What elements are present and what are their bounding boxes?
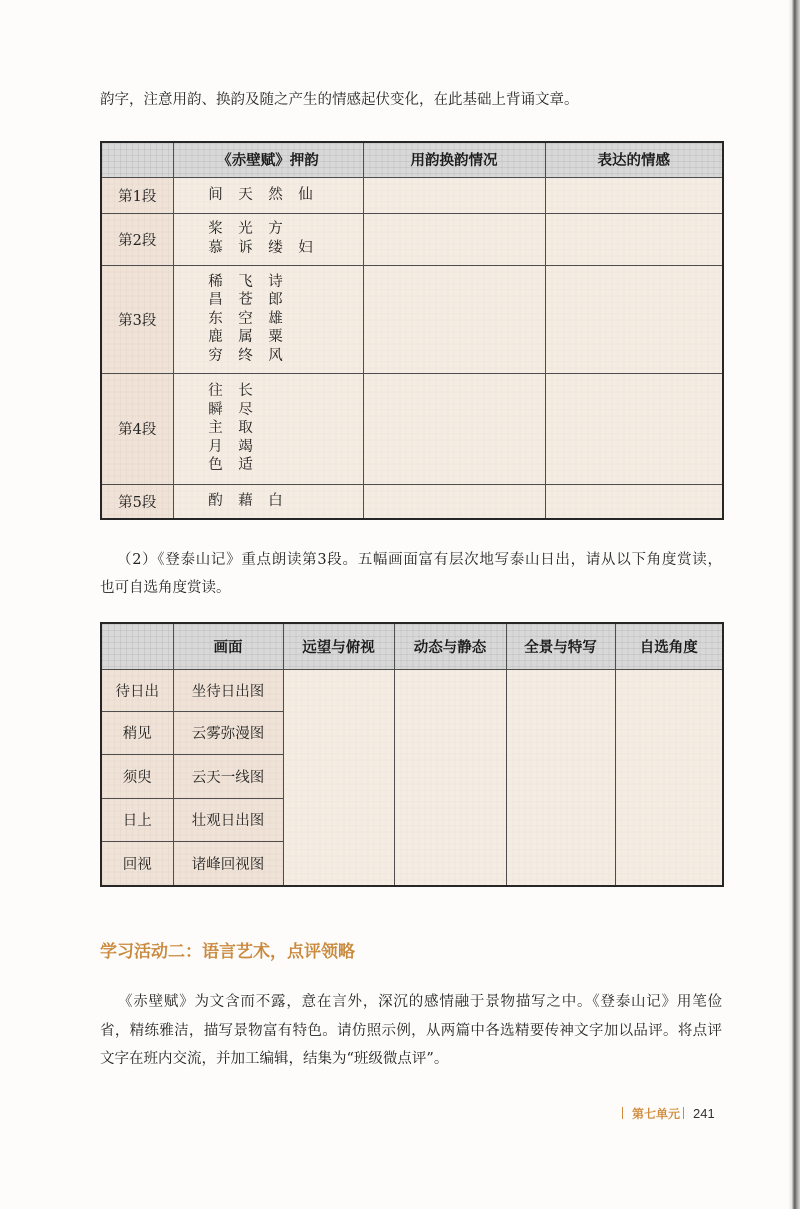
rhyme-line [201,291,363,310]
emotion-cell [545,213,723,265]
rhyme-line [201,456,363,475]
paragraph-label: 第1段 [101,177,173,213]
header-emotion: 表达的情感 [545,142,723,177]
scene-label: 云雾弥漫图 [173,711,283,754]
rhyme-char: 仙 [298,186,313,203]
rhyme-line [201,220,363,239]
rhyme-char: 桨 [208,221,223,238]
paragraph-line: 省，精练雅洁，描写景物富有特色。请仿照示例，从两篇中各选精要传神文字加以品评。将点评 [100,1022,722,1039]
section-heading: 学习活动二：语言艺术，点评领略 [100,942,355,962]
rhyme-char: 长 [238,383,253,400]
rhyme-line [201,273,363,292]
rhyme-words-cell [173,177,363,213]
rhyme-usage-cell [363,484,545,519]
table-row [101,484,723,519]
header-corner-cell [101,142,173,177]
stage-label: 日上 [101,798,173,841]
rhyme-usage-cell [363,177,545,213]
panorama-closeup-cell [506,669,615,886]
rhyme-line [201,401,363,420]
rhyme-usage-cell [363,213,545,265]
rhyme-char: 东 [208,310,223,327]
rhyme-char: 瞬 [208,401,223,418]
emotion-cell [545,265,723,373]
paragraph-line: 也可自选角度赏读。 [100,580,231,596]
scene-label: 诸峰回视图 [173,841,283,886]
rhyme-char: 缕 [268,240,283,256]
rhyme-char: 属 [238,329,253,346]
rhyme-line [201,328,363,347]
intro-paragraph [100,90,722,110]
paragraph-label: 第5段 [101,484,173,519]
stage-label: 待日出 [101,669,173,711]
rhyme-char: 尽 [238,401,253,418]
table-header-row [101,623,723,669]
rhyme-usage-cell [363,265,545,373]
scene-label: 坐待日出图 [173,669,283,711]
stage-label: 稍见 [101,711,173,754]
rhyme-char: 月 [208,438,223,455]
rhyme-char: 诗 [268,273,283,290]
rhyme-char: 取 [238,420,253,437]
paragraph-label: 第2段 [101,213,173,265]
rhyme-char: 鹿 [208,329,223,346]
header-far-near-view: 远望与俯视 [283,623,394,669]
rhyme-char: 白 [268,492,283,509]
rhyme-char: 适 [238,457,253,474]
header-rhyme-usage: 用韵换韵情况 [363,142,545,177]
paragraph-line: 《赤壁赋》为文含而不露，意在言外，深沉的感情融于景物描写之中。《登泰山记》用笔俭 [118,994,722,1010]
rhyme-line [201,239,363,258]
page-number: 241 [693,1105,715,1121]
rhyme-char: 竭 [238,438,253,455]
intro-line: 韵字，注意用韵、换韵及随之产生的情感起伏变化，在此基础上背诵文章。 [100,92,579,108]
header-rhyme-words: 《赤壁赋》押韵 [173,142,363,177]
rhyme-char: 间 [208,186,223,203]
rhyme-usage-cell [363,373,545,484]
rhyme-words-cell [173,213,363,265]
scan-edge-shadow [788,0,800,1209]
header-scene: 画面 [173,623,283,669]
rhyme-char: 粟 [268,329,283,346]
table-row [101,213,723,265]
rhyme-char: 慕 [208,240,223,256]
rhyme-char: 方 [268,221,283,238]
stage-label: 须臾 [101,754,173,798]
paragraph-label: 第4段 [101,373,173,484]
rhyme-char: 苍 [238,292,253,309]
rhyme-words-cell [173,265,363,373]
rhyme-line [201,438,363,457]
stage-label: 回视 [101,841,173,886]
rhyme-char: 风 [268,347,283,364]
footer-divider [683,1107,684,1119]
rhyme-char: 藉 [238,492,253,509]
paragraph-line: 文字在班内交流，并加工编辑，结集为“班级微点评”。 [100,1051,449,1067]
paragraph-line: （2）《登泰山记》重点朗读第3段。五幅画面富有层次地写泰山日出，请从以下角度赏读， [117,552,722,568]
header-corner-cell [101,623,173,669]
rhyme-char: 酌 [208,492,223,509]
rhyme-char: 飞 [238,273,253,290]
custom-angle-cell [615,669,723,886]
paragraph-label: 第3段 [101,265,173,373]
rhyme-line [201,382,363,401]
table-header-row [101,142,723,177]
rhyme-line [201,310,363,329]
emotion-cell [545,177,723,213]
table-row [101,669,723,711]
rhyme-line [201,186,363,205]
emotion-cell [545,373,723,484]
rhyme-line [201,419,363,438]
footer-divider [622,1107,623,1119]
scene-label: 云天一线图 [173,754,283,798]
rhyme-analysis-table [100,141,724,520]
rhyme-char: 往 [208,383,223,400]
table-row [101,177,723,213]
rhyme-char: 诉 [238,240,253,256]
rhyme-char: 空 [238,310,253,327]
far-near-view-cell [283,669,394,886]
rhyme-char: 然 [268,186,283,203]
activity-paragraph [100,988,722,1074]
scene-label: 壮观日出图 [173,798,283,841]
rhyme-char: 雄 [268,310,283,327]
rhyme-words-cell [173,484,363,519]
rhyme-words-cell [173,373,363,484]
rhyme-char: 穷 [208,347,223,364]
rhyme-char: 昌 [208,292,223,309]
header-custom-angle: 自选角度 [615,623,723,669]
instruction-paragraph [100,546,722,602]
footer-unit-label: 第七单元 [632,1106,681,1121]
motion-stillness-cell [394,669,506,886]
rhyme-char: 终 [238,347,253,364]
rhyme-char: 妇 [298,240,313,256]
emotion-cell [545,484,723,519]
rhyme-char: 光 [238,221,253,238]
rhyme-line [201,347,363,366]
header-panorama-closeup: 全景与特写 [506,623,615,669]
table-row [101,373,723,484]
sunrise-appreciation-table [100,622,724,887]
header-motion-stillness: 动态与静态 [394,623,506,669]
page-footer [618,1104,715,1122]
rhyme-char: 色 [208,457,223,474]
rhyme-char: 天 [238,186,253,203]
table-row [101,265,723,373]
rhyme-char: 郎 [268,292,283,309]
rhyme-char: 主 [208,420,223,437]
rhyme-line [201,492,363,511]
rhyme-char: 稀 [208,273,223,290]
